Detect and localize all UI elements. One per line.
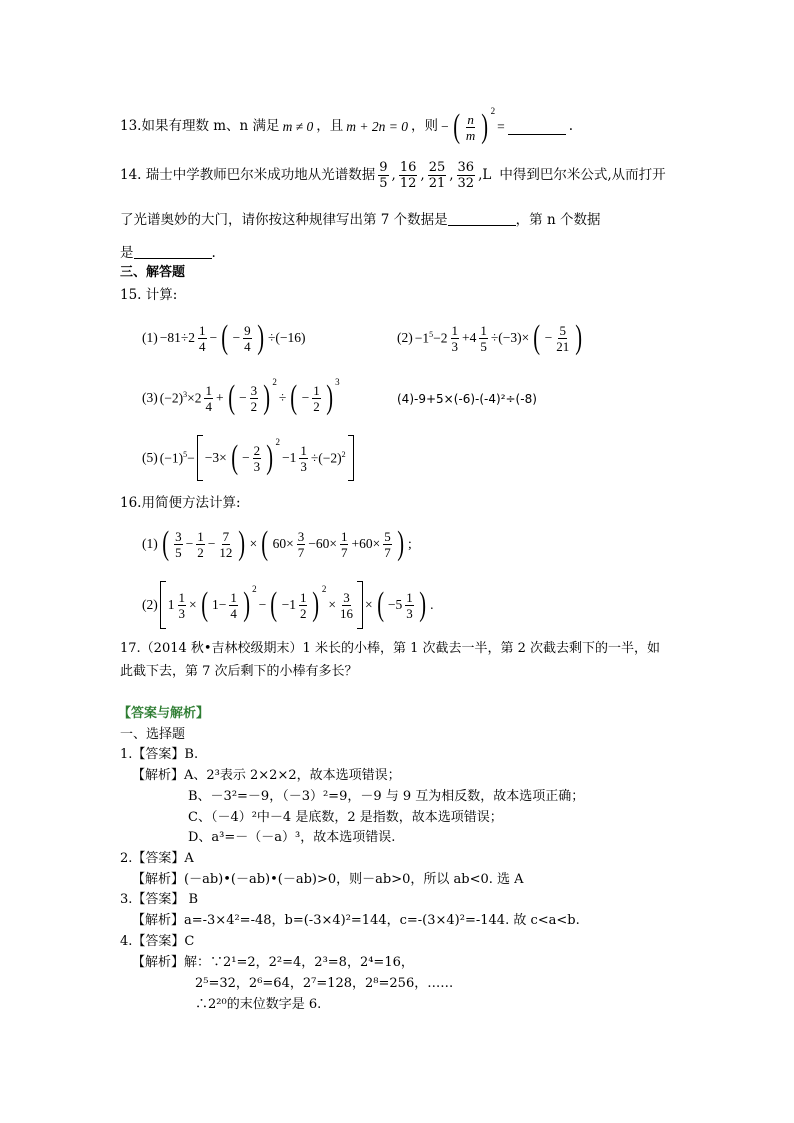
answer-line: B、－3²=－9，（－3）²=9，－9 与 9 互为相反数，故本选项正确；	[188, 789, 585, 804]
answer-line: C、（－4）²中－4 是底数，2 是指数，故本选项错误；	[188, 810, 503, 825]
q14-line1-prefix: 14. 瑞士中学教师巴尔米成功地从光谱数据	[120, 166, 376, 183]
q14-ellipsis: ,L	[478, 166, 492, 183]
answer-line: 【解析】解：∵2¹=2，2²=4，2³=8，2⁴=16，	[132, 955, 414, 970]
q15-part-3: (3) $(-2)^3\times 2$ $\frac{1}{4}$ + ( − $\frac{3}{2}$ ) 2 ÷ ( − $\frac{1}{2}$ ) 3	[142, 376, 340, 416]
question-14-line-1: 14. 瑞士中学教师巴尔米成功地从光谱数据 $\frac{9}{5}$ , $\frac{16}{12}$ , $\frac{25}{21}$ , $\frac{36}{32}$ ,L 中得到巴尔米公式,从而打开	[120, 160, 666, 191]
q13-mid: ，且	[316, 118, 344, 135]
q13-numerator: n	[467, 111, 474, 127]
answer-line: 2.【答案】A	[120, 851, 194, 866]
answer-line: 3.【答案】 B	[120, 892, 199, 907]
q17-line-2: 此截下去，第 7 次后剩下的小棒有多长？	[120, 664, 358, 679]
answer-line: ∴2²⁰的末位数字是 6.	[195, 997, 322, 1012]
q14-fraction-2: $\frac{16}{12}$	[399, 160, 417, 191]
q13-condition-1: m ≠ 0	[282, 119, 314, 135]
q17-line-1: 17.（2014 秋•吉林校级期末）1 米长的小棒，第 1 次截去一半，第 2 次截去剩下的一半，如	[120, 641, 661, 656]
q13-answer-blank[interactable]	[508, 120, 566, 135]
q14-blank-7th[interactable]	[448, 211, 516, 226]
answers-heading: 【答案与解析】	[118, 706, 210, 721]
q15-part-4: (4)-9+5×(-6)-(-4)²÷(-8)	[397, 392, 537, 406]
q13-denominator: m	[465, 127, 476, 143]
q13-ask: ，则	[410, 118, 438, 135]
q13-expression: − ( $\frac{n}{m}$ ) 2 =	[440, 105, 505, 145]
q13-prefix: 13.如果有理数 m、n 满足	[120, 118, 280, 135]
question-14-line-3: 是 .	[120, 245, 216, 261]
q14-blank-nth[interactable]	[134, 244, 212, 259]
q16-part-1: (1) ( $\frac{3}{5}$ − $\frac{1}{2}$ − $\frac{7}{12}$ ) × ( 60× $\frac{3}{7}$ −60× $\frac{1}{7}$ +60× $\frac{5}{7}$ ) ;	[142, 525, 412, 562]
q15-part-5: (5) $(-1)^5-$ −3× ( − $\frac{2}{3}$ ) 2 −1 $\frac{1}{3}$ $\div(-2)^2$	[142, 434, 354, 482]
q14-fraction-3: $\frac{25}{21}$	[428, 160, 446, 191]
answer-line: 2⁵=32，2⁶=64，2⁷=128，2⁸=256，……	[195, 976, 454, 991]
question-13: 13.如果有理数 m、n 满足 m ≠ 0 ，且 m + 2n = 0 ，则 − ( $\frac{n}{m}$ ) 2 = .	[120, 105, 574, 145]
answers-section-1: 一、选择题	[120, 727, 186, 742]
answer-line: 【解析】a=-3×4²=-48，b=(-3×4)²=144，c=-(3×4)²=-144. 故 c<a<b.	[132, 913, 580, 928]
q16-title: 16.用简便方法计算:	[120, 495, 241, 511]
q14-fraction-4: $\frac{36}{32}$	[457, 160, 475, 191]
q13-condition-2: m + 2n = 0	[346, 119, 408, 135]
answer-line: 4.【答案】C	[120, 934, 195, 949]
question-14-line-2: 了光谱奥妙的大门，请你按这种规律写出第 7 个数据是 ，第 n 个数据	[120, 212, 601, 228]
q16-part-2: (2) 1 $\frac{1}{3}$ × ( 1− $\frac{1}{4}$ ) 2 − ( −1 $\frac{1}{2}$ ) 2 × $\frac{3}{16}$ × ( −5 $\frac{1}{3}$ ) .	[142, 580, 433, 630]
q14-line1-suffix: 中得到巴尔米公式,从而打开	[499, 166, 666, 183]
answer-line: 【解析】A、2³表示 2×2×2，故本选项错误；	[132, 768, 401, 783]
answer-line: D、a³=－（－a）³，故本选项错误.	[188, 830, 396, 845]
q15-part-1: (1) −81÷2 $\frac{1}{4}$ − ( − $\frac{9}{4}$ ) ÷(−16)	[142, 319, 306, 356]
q15-title: 15. 计算:	[120, 287, 178, 303]
answer-line: 1.【答案】B.	[120, 747, 199, 762]
answer-line: 【解析】(－ab)•(－ab)•(－ab)>0，则－ab>0，所以 ab<0. 选 A	[132, 872, 524, 887]
q15-part-2: (2) $-1^5-2$ $\frac{1}{3}$ +4 $\frac{1}{5}$ ÷(−3)× ( − $\frac{5}{21}$ )	[397, 319, 583, 356]
section-3-title: 三、解答题	[120, 265, 186, 280]
q14-fraction-1: $\frac{9}{5}$	[379, 160, 388, 191]
